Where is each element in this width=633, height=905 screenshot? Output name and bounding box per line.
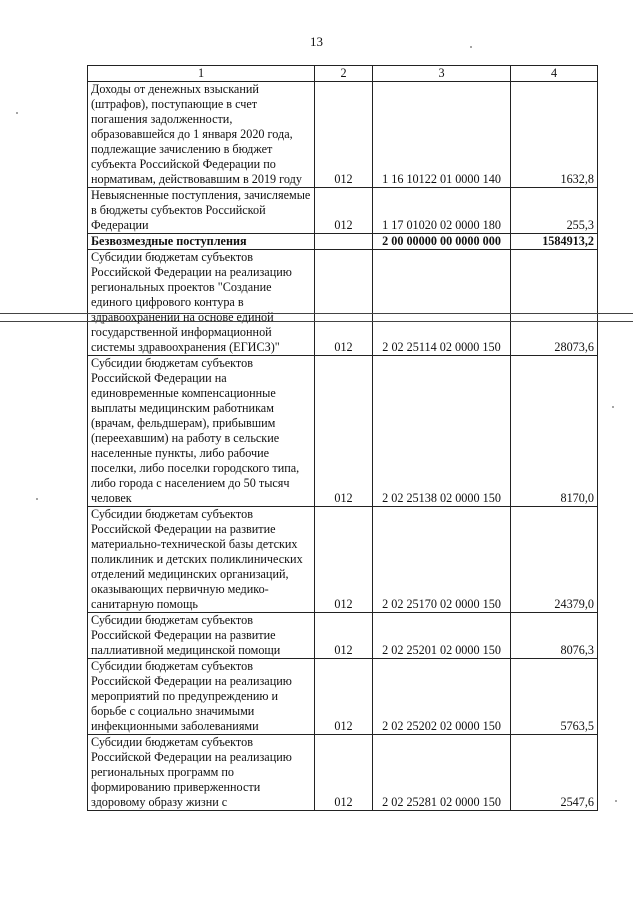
amount-cell: 1584913,2 — [511, 234, 598, 250]
table-row — [88, 250, 598, 356]
revenue-name-cell: Невыясненные поступления, зачисляемые в бюджеты субъектов Российской Федерации — [88, 188, 315, 234]
scan-speck — [615, 800, 617, 802]
budget-classification-code-cell: 2 02 25281 02 0000 150 — [373, 735, 511, 811]
revenue-name-cell: Субсидии бюджетам субъектов Российской Федерации на реализацию региональных программ по формированию приверженности здоровому образу жизни с — [88, 735, 315, 811]
amount-cell: 8076,3 — [511, 613, 598, 659]
budget-classification-code-cell: 2 00 00000 00 0000 000 — [373, 234, 511, 250]
amount-cell: 1632,8 — [511, 82, 598, 188]
budget-classification-code-cell: 1 17 01020 02 0000 180 — [373, 188, 511, 234]
table-row — [88, 356, 598, 507]
revenue-name-cell: Субсидии бюджетам субъектов Российской Федерации на реализацию региональных проектов "Создание единого цифрового контура в здравоохранении на основе единой государственной информационной системы здравоохранения (ЕГИСЗ)" — [88, 250, 315, 356]
table-row — [88, 735, 598, 811]
amount-cell: 28073,6 — [511, 250, 598, 356]
budget-classification-code-cell: 2 02 25170 02 0000 150 — [373, 507, 511, 613]
admin-code-cell: 012 — [315, 356, 373, 507]
amount-cell: 8170,0 — [511, 356, 598, 507]
revenue-name-cell: Субсидии бюджетам субъектов Российской Федерации на реализацию мероприятий по предупреждению и борьбе с социально значимыми инфекционными заболеваниями — [88, 659, 315, 735]
revenue-name-cell: Безвозмездные поступления — [88, 234, 315, 250]
column-number-header-row — [88, 66, 598, 82]
column-header-4: 4 — [511, 66, 598, 82]
admin-code-cell: 012 — [315, 188, 373, 234]
scan-speck — [16, 112, 18, 114]
budget-classification-code-cell: 2 02 25114 02 0000 150 — [373, 250, 511, 356]
revenue-name-cell: Субсидии бюджетам субъектов Российской Федерации на единовременные компенсационные выплаты медицинским работникам (врачам, фельдшерам), прибывшим (переехавшим) на работу в сельские населенные пункты, либо рабочие поселки, либо поселки городского типа, либо города с населением до 50 тысяч человек — [88, 356, 315, 507]
admin-code-cell: 012 — [315, 507, 373, 613]
table-row — [88, 613, 598, 659]
table-row — [88, 234, 598, 250]
admin-code-cell: 012 — [315, 250, 373, 356]
table-row — [88, 82, 598, 188]
admin-code-cell: 012 — [315, 82, 373, 188]
admin-code-cell: 012 — [315, 613, 373, 659]
budget-classification-code-cell: 2 02 25201 02 0000 150 — [373, 613, 511, 659]
column-header-3: 3 — [373, 66, 511, 82]
amount-cell: 255,3 — [511, 188, 598, 234]
revenue-name-cell: Субсидии бюджетам субъектов Российской Федерации на развитие материально-технической базы детских поликлиник и детских поликлинических отделений медицинских организаций, оказывающих первичную медико-санитарную помощь — [88, 507, 315, 613]
admin-code-cell: 012 — [315, 735, 373, 811]
table-row — [88, 659, 598, 735]
scan-speck — [36, 498, 38, 500]
amount-cell: 2547,6 — [511, 735, 598, 811]
budget-classification-code-cell: 2 02 25138 02 0000 150 — [373, 356, 511, 507]
budget-classification-code-cell: 2 02 25202 02 0000 150 — [373, 659, 511, 735]
table-row — [88, 507, 598, 613]
scan-speck — [612, 406, 614, 408]
amount-cell: 5763,5 — [511, 659, 598, 735]
budget-revenue-table — [87, 65, 598, 811]
page-number: 13 — [310, 34, 323, 49]
admin-code-cell — [315, 234, 373, 250]
table-row — [88, 188, 598, 234]
revenue-name-cell: Доходы от денежных взысканий (штрафов), поступающие в счет погашения задолженности, образовавшейся до 1 января 2020 года, подлежащие зачислению в бюджет субъекта Российской Федерации по нормативам, действовавшим в 2019 году — [88, 82, 315, 188]
revenue-name-cell: Субсидии бюджетам субъектов Российской Федерации на развитие паллиативной медицинской помощи — [88, 613, 315, 659]
column-header-1: 1 — [88, 66, 315, 82]
budget-classification-code-cell: 1 16 10122 01 0000 140 — [373, 82, 511, 188]
admin-code-cell: 012 — [315, 659, 373, 735]
scan-speck — [470, 46, 472, 48]
amount-cell: 24379,0 — [511, 507, 598, 613]
column-header-2: 2 — [315, 66, 373, 82]
